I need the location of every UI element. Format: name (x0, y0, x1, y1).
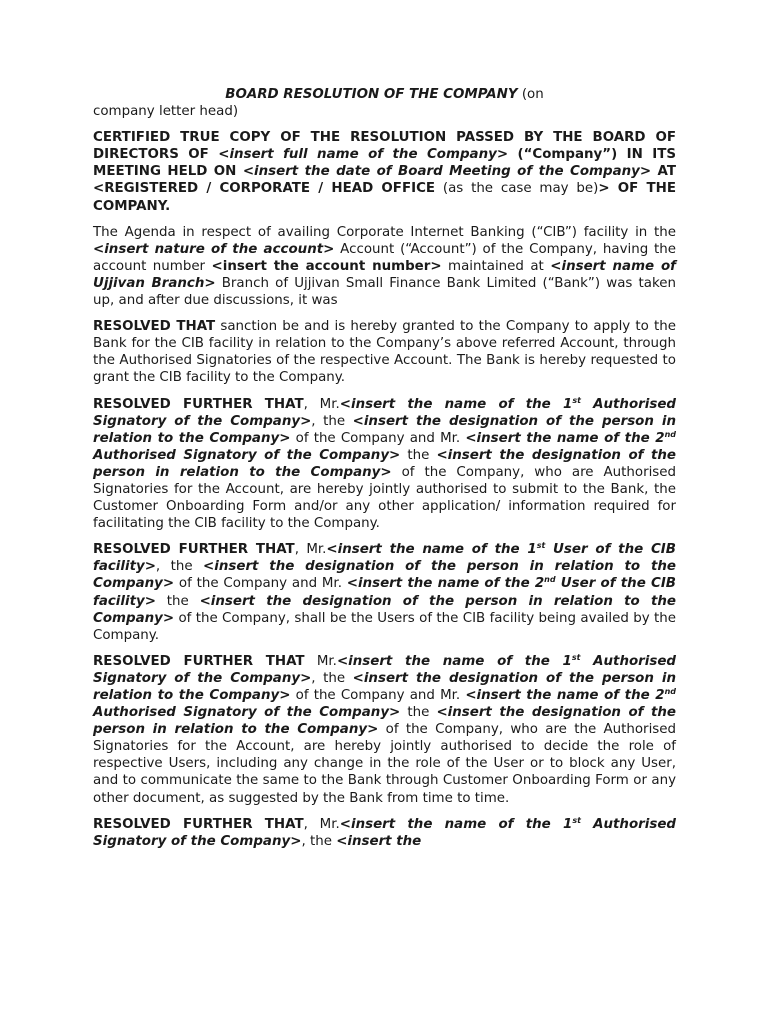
resolution-paragraph-5: RESOLVED FURTHER THAT, Mr.<insert the name of the 1st Authorised Signatory of the Company>, the <insert the (93, 815, 676, 849)
title-main: BOARD RESOLUTION OF THE COMPANY (225, 87, 518, 102)
document-title (93, 86, 676, 120)
agenda-paragraph: The Agenda in respect of availing Corporate Internet Banking (“CIB”) facility in the <insert nature of the account> Account (“Account”) of the Company, having the account number <insert the account number> maintained at <insert name of Ujjivan Branch> Branch of Ujjivan Small Finance Bank Limited (“Bank”) was taken up, and after due discussions, it was (93, 224, 677, 309)
resolution-paragraph-1: RESOLVED THAT sanction be and is hereby granted to the Company to apply to the Bank for the CIB facility in relation to the Company’s above referred Account, through the Authorised Signatories of the respective Account. The Bank is hereby requested to grant the CIB facility to the Company. (93, 319, 676, 386)
resolution-paragraph-2: RESOLVED FURTHER THAT, Mr.<insert the name of the 1st Authorised Signatory of the Company>, the <insert the designation of the person in relation to the Company> of the Company and Mr. <insert the name of the 2nd Authorised Signatory of the Company> the <insert the designation of the person in relation to the Company> of the Company, who are Authorised Signatories for the Account, are hereby jointly authorised to submit to the Bank, the Customer Onboarding Form and/or any other application/ information required for facilitating the CIB facility to the Company. (93, 395, 677, 532)
title-suffix: (on (517, 87, 544, 102)
document-page (93, 86, 676, 859)
certified-copy-heading: CERTIFIED TRUE COPY OF THE RESOLUTION PASSED BY THE BOARD OF DIRECTORS OF <insert full name of the Company> (“Company”) IN ITS MEETING HELD ON <insert the date of Board Meeting of the Company> AT <REGISTERED / CORPORATE / HEAD OFFICE (as the case may be)> OF THE COMPANY. (93, 130, 677, 214)
title-subline: company letter head) (93, 104, 239, 120)
resolution-paragraph-3: RESOLVED FURTHER THAT, Mr.<insert the name of the 1st User of the CIB facility>, the <insert the designation of the person in relation to the Company> of the Company and Mr. <insert the name of the 2nd User of the CIB facility> the <insert the designation of the person in relation to the Company> of the Company, shall be the Users of the CIB facility being availed by the Company. (93, 541, 677, 643)
resolution-paragraph-4: RESOLVED FURTHER THAT Mr.<insert the name of the 1st Authorised Signatory of the Company>, the <insert the designation of the person in relation to the Company> of the Company and Mr. <insert the name of the 2nd Authorised Signatory of the Company> the <insert the designation of the person in relation to the Company> of the Company, who are the Authorised Signatories for the Account, are hereby jointly authorised to decide the role of respective Users, including any change in the role of the User or to block any User, and to communicate the same to the Bank through Customer Onboarding Form or any other document, as suggested by the Bank from time to time. (93, 652, 677, 806)
